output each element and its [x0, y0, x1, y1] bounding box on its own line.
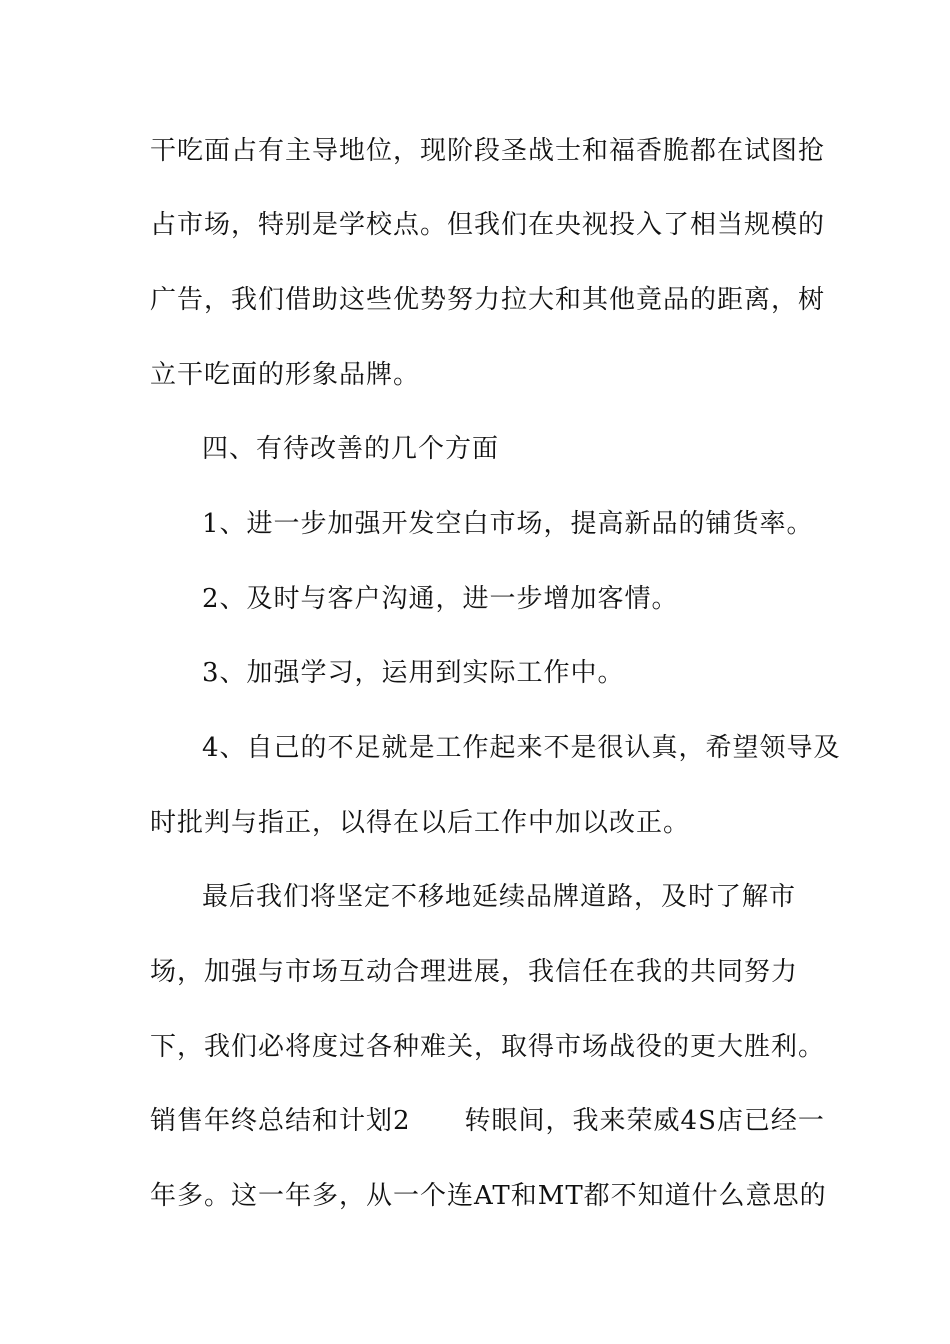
- paragraph-line-final: 年多。这一年多，从一个连AT和MT都不知道什么意思的: [150, 1181, 827, 1211]
- paragraph-line-1: 干吃面占有主导地位，现阶段圣战士和福香脆都在试图抢: [150, 136, 826, 166]
- list-item-3: 3、加强学习，运用到实际工作中。: [202, 658, 625, 688]
- list-item-2: 2、及时与客户沟通，进一步增加客情。: [202, 584, 679, 614]
- list-item-1: 1、进一步加强开发空白市场，提高新品的铺货率。: [202, 509, 814, 539]
- list-item-4: 4、自己的不足就是工作起来不是很认真，希望领导及: [202, 733, 841, 763]
- section-title-line: 销售年终总结和计划2 转眼间，我来荣威4S店已经一: [150, 1106, 825, 1136]
- closing-paragraph-line-2: 场，加强与市场互动合理进展，我信任在我的共同努力: [150, 957, 799, 987]
- closing-paragraph-line-3: 下，我们必将度过各种难关，取得市场战役的更大胜利。: [150, 1032, 826, 1062]
- paragraph-line-3: 广告，我们借助这些优势努力拉大和其他竟品的距离，树: [150, 285, 826, 315]
- list-item-4-continued: 时批判与指正，以得在以后工作中加以改正。: [150, 808, 691, 838]
- closing-paragraph-line-1: 最后我们将坚定不移地延续品牌道路，及时了解市: [202, 882, 797, 912]
- section-heading: 四、有待改善的几个方面: [202, 434, 500, 464]
- paragraph-line-2: 占市场，特别是学校点。但我们在央视投入了相当规模的: [150, 210, 826, 240]
- paragraph-line-4: 立干吃面的形象品牌。: [150, 360, 421, 390]
